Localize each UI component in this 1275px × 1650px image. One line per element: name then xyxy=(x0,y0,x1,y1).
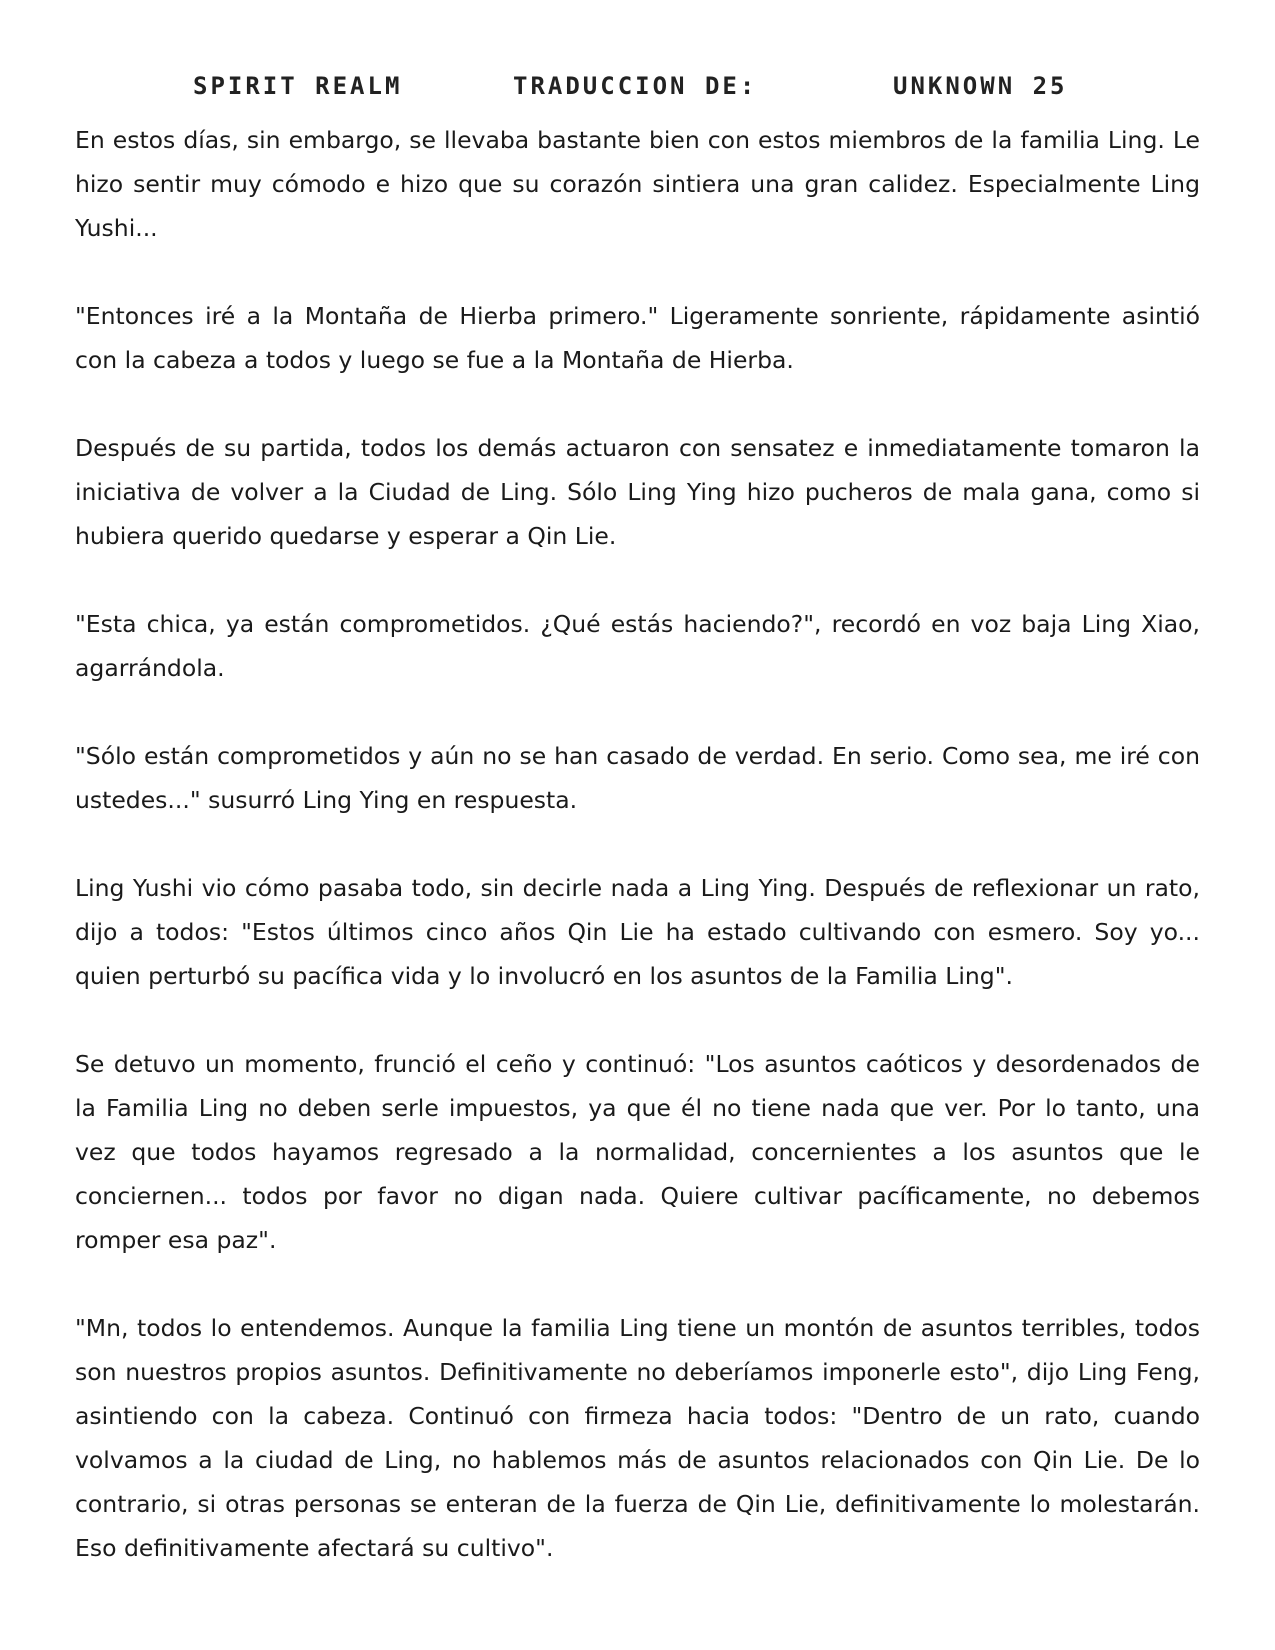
paragraph: "Sólo están comprometidos y aún no se han casado de verdad. En serio. Como sea, me iré con ustedes..." susurró Ling Ying en respuesta. xyxy=(75,742,1200,814)
paragraph: Se detuvo un momento, frunció el ceño y continuó: "Los asuntos caóticos y desordenados de la Familia Ling no deben serle impuestos, ya que él no tiene nada que ver. Por lo tanto, una vez que todos hayamos regresado a la normalidad, concernientes a los asuntos que le conciernen... todos por favor no digan nada. Quiere cultivar pacíficamente, no debemos romper esa paz". xyxy=(75,1050,1200,1254)
paragraph: Ling Yushi vio cómo pasaba todo, sin decirle nada a Ling Ying. Después de reflexionar un rato, dijo a todos: "Estos últimos cinco años Qin Lie ha estado cultivando con esmero. Soy yo... quien perturbó su pacífica vida y lo involucró en los asuntos de la Familia Ling". xyxy=(75,874,1200,990)
header-series-title: SPIRIT REALM xyxy=(193,72,403,100)
page-header xyxy=(0,72,1275,112)
paragraph: "Esta chica, ya están comprometidos. ¿Qué estás haciendo?", recordó en voz baja Ling Xiao, agarrándola. xyxy=(75,610,1200,682)
document-body xyxy=(75,118,1200,1570)
paragraph: "Entonces iré a la Montaña de Hierba primero." Ligeramente sonriente, rápidamente asintió con la cabeza a todos y luego se fue a la Montaña de Hierba. xyxy=(75,302,1200,374)
paragraph: En estos días, sin embargo, se llevaba bastante bien con estos miembros de la familia Ling. Le hizo sentir muy cómodo e hizo que su corazón sintiera una gran calidez. Especialmente Ling Yushi... xyxy=(75,126,1200,242)
paragraph: Después de su partida, todos los demás actuaron con sensatez e inmediatamente tomaron la iniciativa de volver a la Ciudad de Ling. Sólo Ling Ying hizo pucheros de mala gana, como si hubiera querido quedarse y esperar a Qin Lie. xyxy=(75,434,1200,550)
header-translator-name: UNKNOWN 25 xyxy=(893,72,1068,100)
header-translation-label: TRADUCCION DE: xyxy=(513,72,758,100)
paragraph: "Mn, todos lo entendemos. Aunque la familia Ling tiene un montón de asuntos terribles, todos son nuestros propios asuntos. Definitivamente no deberíamos imponerle esto", dijo Ling Feng, asintiendo con la cabeza. Continuó con firmeza hacia todos: "Dentro de un rato, cuando volvamos a la ciudad de Ling, no hablemos más de asuntos relacionados con Qin Lie. De lo contrario, si otras personas se enteran de la fuerza de Qin Lie, definitivamente lo molestarán. Eso definitivamente afectará su cultivo". xyxy=(75,1314,1200,1562)
